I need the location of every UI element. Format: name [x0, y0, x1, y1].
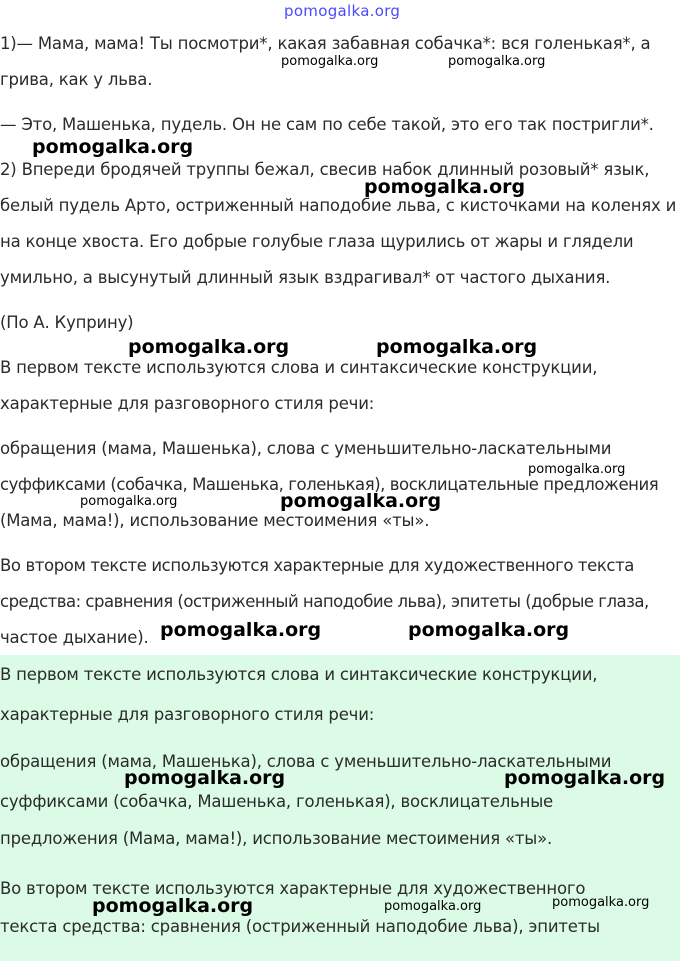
- text-line: грива, как у льва.: [0, 70, 153, 89]
- watermark: pomogalka.org: [280, 490, 442, 512]
- header-watermark: pomogalka.org: [284, 2, 401, 20]
- watermark: pomogalka.org: [92, 895, 254, 917]
- text-line: (Мама, мама!), использование местоимения «ты».: [0, 511, 430, 530]
- answer-line: текста средства: сравнения (остриженный наподобие льва), эпитеты: [0, 917, 600, 936]
- watermark: pomogalka.org: [376, 336, 538, 358]
- text-line: В первом тексте используются слова и синтаксические конструкции,: [0, 358, 598, 377]
- watermark: pomogalka.org: [160, 619, 322, 641]
- watermark: pomogalka.org: [364, 176, 526, 198]
- watermark: pomogalka.org: [384, 899, 482, 914]
- watermark: pomogalka.org: [504, 767, 666, 789]
- text-line: обращения (мама, Машенька), слова с уменьшительно-ласкательными: [0, 439, 612, 458]
- text-line: белый пудель Арто, остриженный наподобие льва, с кисточками на коленях и: [0, 196, 677, 215]
- text-line: частое дыхание).: [0, 628, 149, 647]
- text-line: суффиксами (собачка, Машенька, голенькая), восклицательные предложения: [0, 475, 659, 494]
- watermark: pomogalka.org: [552, 895, 650, 910]
- text-line: 1)— Мама, мама! Ты посмотри*, какая забавная собачка*: вся голенькая*, а: [0, 34, 651, 53]
- answer-line: предложения (Мама, мама!), использование местоимения «ты».: [0, 829, 553, 848]
- watermark: pomogalka.org: [408, 619, 570, 641]
- text-line: Во втором тексте используются характерные для художественного текста: [0, 556, 635, 575]
- watermark: pomogalka.org: [128, 336, 290, 358]
- text-line: средства: сравнения (остриженный наподобие льва), эпитеты (добрые глаза,: [0, 592, 649, 611]
- text-line: характерные для разговорного стиля речи:: [0, 394, 375, 413]
- watermark: pomogalka.org: [124, 767, 286, 789]
- text-line: на конце хвоста. Его добрые голубые глаза щурились от жары и глядели: [0, 232, 634, 251]
- watermark: pomogalka.org: [281, 54, 379, 69]
- answer-line: суффиксами (собачка, Машенька, голенькая), восклицательные: [0, 792, 553, 811]
- watermark: pomogalka.org: [528, 462, 626, 477]
- answer-line: обращения (мама, Машенька), слова с уменьшительно-ласкательными: [0, 752, 612, 771]
- text-line: — Это, Машенька, пудель. Он не сам по себе такой, это его так постригли*.: [0, 115, 654, 134]
- answer-line: В первом тексте используются слова и синтаксические конструкции,: [0, 665, 598, 684]
- answer-line: характерные для разговорного стиля речи:: [0, 705, 375, 724]
- answer-line: Во втором тексте используются характерные для художественного: [0, 879, 586, 898]
- text-line: умильно, а высунутый длинный язык вздрагивал* от частого дыхания.: [0, 268, 611, 287]
- watermark: pomogalka.org: [80, 494, 178, 509]
- watermark: pomogalka.org: [32, 136, 194, 158]
- text-line: (По А. Куприну): [0, 313, 134, 332]
- text-line: 2) Впереди бродячей труппы бежал, свесив набок длинный розовый* язык,: [0, 160, 650, 179]
- watermark: pomogalka.org: [448, 54, 546, 69]
